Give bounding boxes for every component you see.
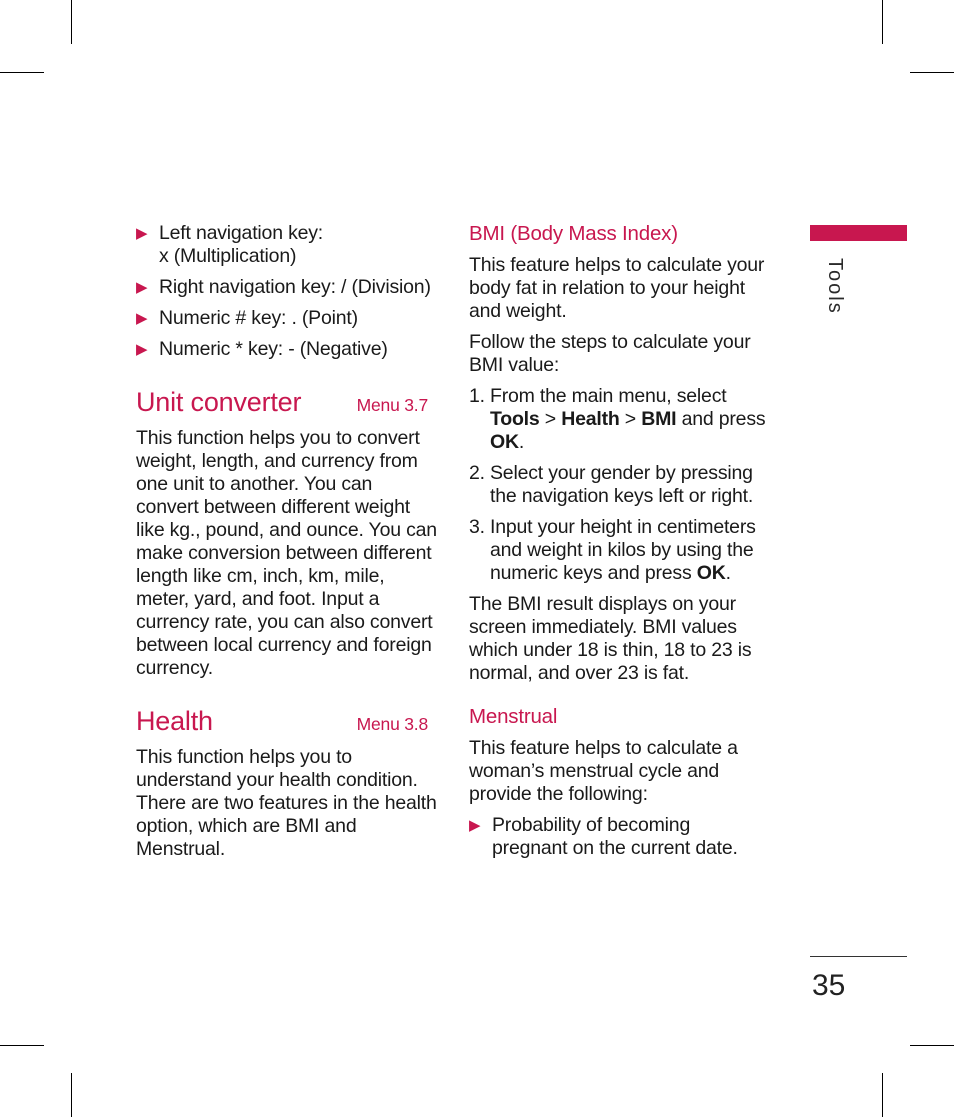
- bullet-text: Numeric # key: . (Point): [159, 307, 358, 329]
- crop-mark-top-right-h: [910, 72, 954, 73]
- arrow-right-icon: ▶: [136, 341, 148, 358]
- unit-converter-body: This function helps you to convert weight, length, and currency from one unit to another. You can convert between different weight like kg., pound, and ounce. You can make conversion between different length like cm, inch, km, mile, meter, yard, and foot. Input a currency rate, you can also convert between local currency and foreign currency.: [136, 427, 437, 679]
- step-text-end: .: [518, 431, 525, 453]
- unit-converter-heading: [136, 387, 438, 417]
- arrow-right-icon: ▶: [136, 225, 148, 242]
- page-number: 35: [812, 969, 846, 1002]
- ok-key-label: OK: [696, 562, 726, 584]
- menu-path-bmi: BMI: [641, 408, 677, 430]
- step-text: Select your gender by pressing the navigation keys left or right.: [490, 462, 754, 507]
- bullet-right-nav-key: [136, 276, 438, 299]
- menu-reference: Menu 3.7: [356, 395, 428, 415]
- section-title: Unit converter: [136, 387, 302, 417]
- arrow-right-icon: ▶: [469, 817, 481, 834]
- bullet-left-nav-key: [136, 222, 438, 268]
- step-text: and press: [676, 408, 766, 430]
- right-column: [469, 222, 769, 868]
- bmi-result: The BMI result displays on your screen immediately. BMI values which under 18 is thin, 18 to 23 is normal, and over 23 is fat.: [469, 593, 752, 684]
- bullet-subtext: x (Multiplication): [159, 245, 297, 267]
- menstrual-body: This feature helps to calculate a woman’s menstrual cycle and provide the following:: [469, 737, 738, 805]
- crop-mark-top-right-v: [882, 0, 883, 44]
- menu-reference: Menu 3.8: [356, 714, 428, 734]
- crop-mark-top-left-v: [71, 0, 72, 44]
- bmi-title: BMI (Body Mass Index): [469, 222, 678, 245]
- bullet-pregnancy-probability: [469, 814, 769, 860]
- step-text: From the main menu, select: [490, 385, 727, 407]
- crop-mark-bottom-left-h: [0, 1045, 44, 1046]
- section-tab-bar: [810, 225, 907, 241]
- arrow-right-icon: ▶: [136, 310, 148, 327]
- bmi-intro: This feature helps to calculate your body fat in relation to your height and weight.: [469, 254, 765, 322]
- arrow-right-icon: ▶: [136, 279, 148, 296]
- bmi-steps-intro: Follow the steps to calculate your BMI value:: [469, 331, 751, 376]
- step-number: 2.: [469, 462, 485, 484]
- crop-mark-top-left-h: [0, 72, 44, 73]
- step-number: 1.: [469, 385, 485, 407]
- menu-path-separator: >: [539, 408, 562, 430]
- menu-path-tools: Tools: [490, 408, 540, 430]
- menu-path-health: Health: [561, 408, 620, 430]
- health-body: This function helps you to understand your health condition. There are two features in the health option, which are BMI and Menstrual.: [136, 746, 437, 860]
- page-number-rule: [810, 956, 907, 957]
- ok-key-label: OK: [490, 431, 519, 453]
- bullet-numeric-hash-key: [136, 307, 438, 330]
- crop-mark-bottom-left-v: [71, 1073, 72, 1117]
- step-text-end: .: [725, 562, 731, 584]
- crop-mark-bottom-right-v: [882, 1073, 883, 1117]
- bullet-text: Numeric * key: - (Negative): [159, 338, 388, 360]
- bullet-text: Left navigation key:: [159, 222, 324, 244]
- bmi-step-3: [469, 516, 769, 585]
- section-tab-label: Tools: [824, 258, 846, 315]
- health-heading: [136, 706, 438, 736]
- menu-path-separator: >: [619, 408, 642, 430]
- section-title: Health: [136, 706, 213, 736]
- bmi-step-1: [469, 385, 769, 454]
- bullet-text: Right navigation key: / (Division): [159, 276, 431, 298]
- menstrual-title: Menstrual: [469, 705, 558, 728]
- crop-mark-bottom-right-h: [910, 1045, 954, 1046]
- step-number: 3.: [469, 516, 485, 538]
- left-column: [136, 222, 438, 869]
- step-text: Input your height in centimeters and weight in kilos by using the numeric keys and press: [490, 516, 756, 584]
- bullet-text: Probability of becoming pregnant on the current date.: [492, 814, 738, 859]
- bmi-step-2: [469, 462, 769, 508]
- bullet-numeric-star-key: [136, 338, 438, 361]
